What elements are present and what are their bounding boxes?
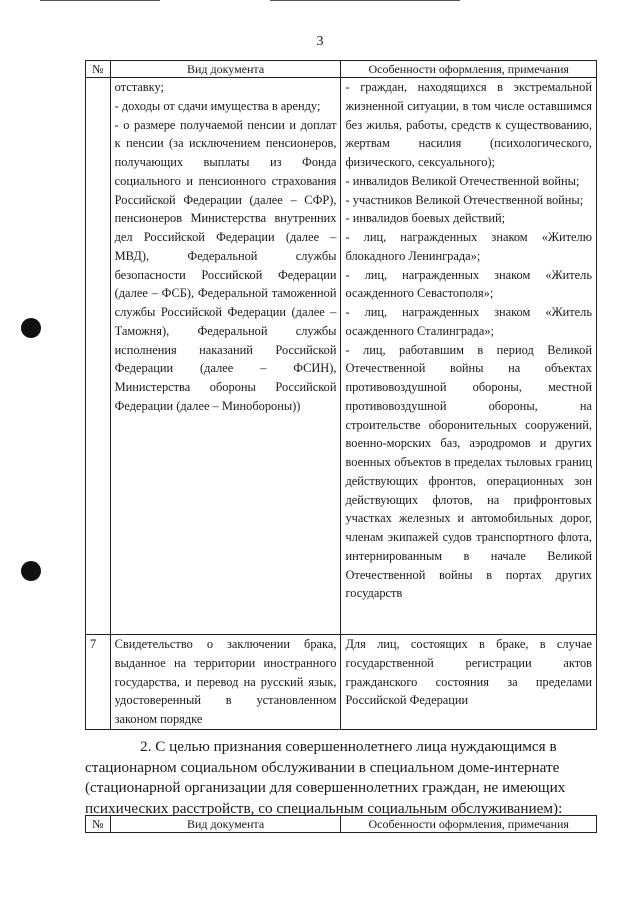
doc-type-cell: [110, 78, 341, 635]
table-header-row: [86, 816, 597, 833]
doc-type-cell: [110, 635, 341, 730]
table-row: [86, 78, 597, 635]
notes-cell: [341, 78, 597, 635]
cell-paragraph: - лиц, работавшим в период Великой Отечественной войны на объектах противовоздушной обороны, местной противовоздушной обороны, на строительстве оборонительных сооружений, военно-морских баз, аэродромов и других военных объектов в пределах тыловых границ действующих фронтов, операционных зон действующих флотов, на прифронтовых участках железных и автомобильных дорог, членам экипажей судов транспортного флота, интернированным в начале Великой Отечественной войны в портах других государств: [345, 342, 592, 601]
punch-hole-icon: [21, 318, 41, 338]
cell-paragraph: - о размере получаемой пенсии и доплат к пенсии (за исключением пенсионеров, получающих выплаты из Фонда социального и пенсионного страхования Российской Федерации (далее – СФР), пенсионеров Министерства внутренних дел Российской Федерации (далее – МВД), Федеральной службы безопасности Российской Федерации (далее – ФСБ), Федеральной таможенной службы Российской Федерации (далее – Таможня), Федеральной службы исполнения наказаний Российской Федерации (далее – ФСИН), Министерства обороны Российской Федерации (далее – Минобороны)): [114, 117, 337, 413]
paragraph-line: психических расстройств, со специальным социальным обслуживанием):: [85, 799, 563, 817]
documents-table: [85, 60, 597, 730]
cell-paragraph: - участников Великой Отечественной войны;: [345, 192, 584, 207]
row-number: [86, 78, 111, 635]
page-number: 3: [316, 34, 324, 49]
punch-hole-icon: [21, 561, 41, 581]
cell-paragraph: - инвалидов боевых действий;: [345, 211, 506, 226]
table-header-row: [86, 61, 597, 78]
cell-paragraph: - лиц, награжденных знаком «Житель осажденного Севастополя»;: [345, 267, 592, 301]
cell-paragraph: Свидетельство о заключении брака, выданное на территории иностранного государства, и перевод на русский язык, удостоверенный в установленном законом порядке: [114, 637, 337, 726]
header-num: №: [86, 61, 111, 78]
paragraph-line: (стационарной организации для совершеннолетних граждан, не имеющих: [85, 779, 566, 796]
documents-table-2: [85, 815, 597, 833]
table-row: [86, 635, 597, 730]
row-number: 7: [86, 635, 111, 730]
scan-top-edge: [270, 0, 460, 1]
paragraph-line: 2. С целью признания совершеннолетнего лица нуждающимся в: [140, 738, 557, 755]
cell-paragraph: Для лиц, состоящих в браке, в случае государственной регистрации актов гражданского состояния за пределами Российской Федерации: [345, 637, 592, 708]
cell-paragraph: - лиц, награжденных знаком «Жителю блокадного Ленинграда»;: [345, 230, 592, 263]
header-num: №: [86, 816, 111, 833]
header-doc-type: Вид документа: [110, 816, 341, 833]
cell-paragraph: отставку;: [114, 80, 164, 94]
scan-top-edge: [40, 0, 160, 1]
cell-paragraph: - граждан, находящихся в экстремальной жизненной ситуации, в том числе оставшимся без жилья, работы, средств к существованию, жертвам насилия (психологического, физического, сексуального);: [345, 80, 592, 169]
header-notes: Особенности оформления, примечания: [341, 61, 597, 78]
cell-paragraph: - инвалидов Великой Отечественной войны;: [345, 173, 580, 188]
paragraph-line: стационарном социальном обслуживании в специальном доме-интернате: [85, 758, 560, 776]
header-doc-type: Вид документа: [110, 61, 341, 78]
section-2-paragraph: [85, 737, 597, 819]
cell-paragraph: - доходы от сдачи имущества в аренду;: [114, 98, 321, 113]
notes-cell: [341, 635, 597, 730]
header-notes: Особенности оформления, примечания: [341, 816, 597, 833]
cell-paragraph: - лиц, награжденных знаком «Житель осажденного Сталинграда»;: [345, 305, 592, 338]
